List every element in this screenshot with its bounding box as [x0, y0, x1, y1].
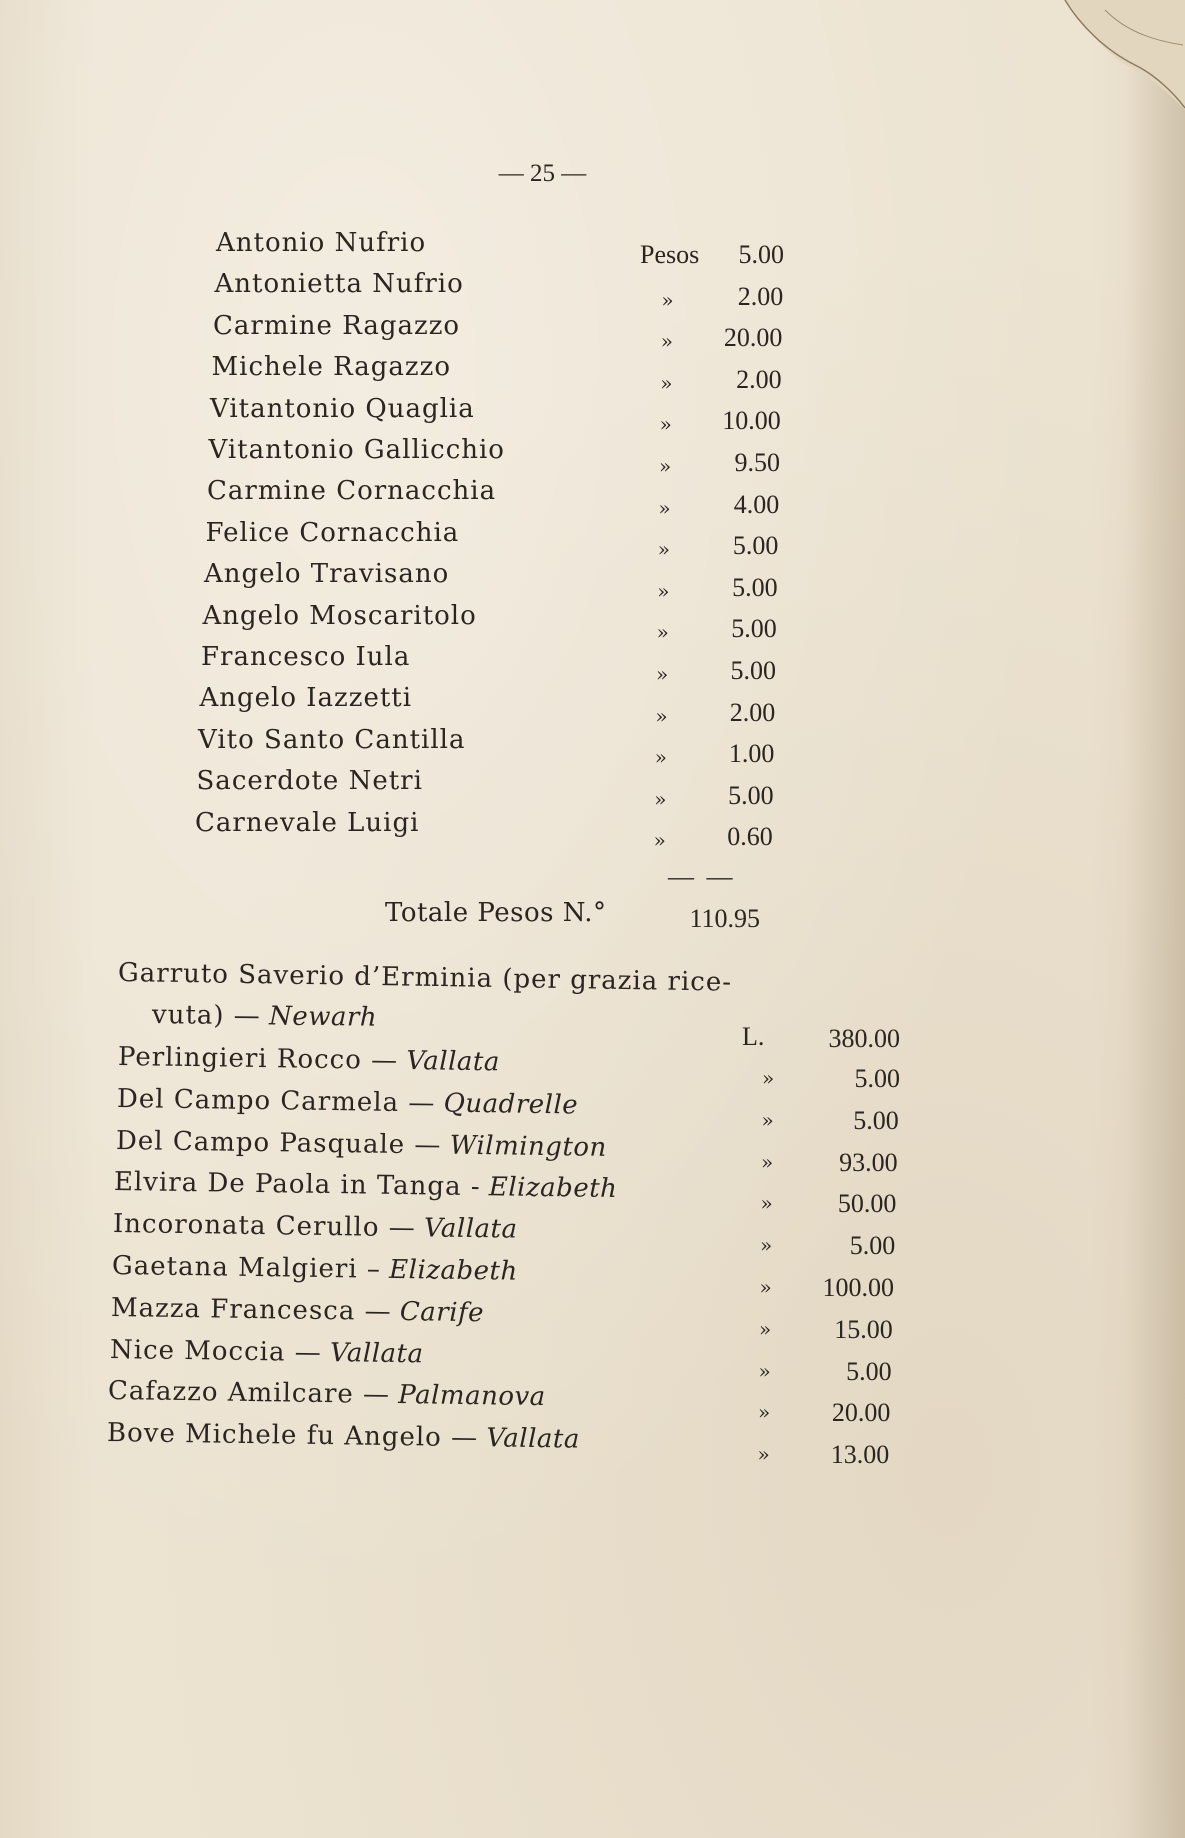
donor-name: Gaetana Malgieri –	[111, 1251, 382, 1285]
donor-name: Perlingieri Rocco —	[117, 1042, 399, 1076]
ditto-mark: »	[659, 412, 672, 437]
donation-amount: 5.00	[730, 656, 776, 685]
ditto-mark: »	[654, 786, 667, 811]
donor-entry	[117, 1084, 579, 1120]
donation-amount: 5.00	[854, 1064, 900, 1093]
donor-name: Carnevale Luigi	[195, 807, 420, 838]
ditto-mark: »	[760, 1233, 773, 1258]
page-number: — 25 —	[498, 160, 587, 187]
ditto-mark: »	[654, 745, 668, 770]
donor-entry	[115, 1126, 606, 1163]
ditto-mark: »	[658, 495, 671, 520]
donor-name: Angelo Iazzetti	[199, 683, 413, 714]
donation-amount: 2.00	[736, 364, 782, 394]
donation-amount: 5.00	[846, 1356, 892, 1386]
donor-name: Incoronata Cerullo —	[112, 1209, 417, 1244]
donor-entry	[111, 1293, 484, 1328]
donor-name: Del Campo Pasquale —	[115, 1125, 442, 1161]
donation-amount: 100.00	[822, 1273, 894, 1302]
donor-place: Vallata	[329, 1337, 424, 1369]
donation-amount: 20.00	[723, 323, 783, 353]
ditto-mark: »	[762, 1066, 775, 1090]
donation-amount: 15.00	[834, 1314, 893, 1344]
donor-entry	[107, 1418, 580, 1455]
donor-name: Angelo Moscaritolo	[202, 600, 477, 631]
ditto-mark: »	[759, 1275, 772, 1299]
ditto-mark: »	[761, 1149, 774, 1174]
ditto-mark: »	[760, 1191, 773, 1216]
donation-amount: 13.00	[830, 1440, 890, 1470]
ditto-mark: »	[656, 620, 669, 645]
donation-amount: 93.00	[839, 1147, 898, 1177]
donor-name: Vitantonio Gallicchio	[208, 435, 505, 465]
donation-amount: 10.00	[722, 406, 781, 436]
donor-name: Angelo Travisano	[204, 559, 450, 590]
donor-name: Del Campo Carmela —	[116, 1083, 436, 1119]
donation-amount: 5.00	[731, 614, 777, 644]
donation-amount: 380.00	[828, 1024, 900, 1053]
donor-place: Carife	[399, 1296, 485, 1329]
donor-place: Vallata	[486, 1423, 581, 1455]
ditto-mark: »	[761, 1107, 774, 1132]
donor-entry	[109, 1335, 423, 1369]
donation-amount: 50.00	[837, 1189, 897, 1219]
donor-name: Michele Ragazzo	[211, 352, 451, 383]
ditto-mark: »	[757, 1442, 770, 1467]
donor-name: Vitantonio Quaglia	[210, 393, 475, 424]
donation-amount: 2.00	[737, 281, 784, 311]
ditto-mark: »	[759, 1316, 772, 1341]
donation-amount: 5.00	[853, 1105, 899, 1135]
total-amount: 110.95	[689, 904, 760, 933]
ditto-mark: »	[656, 662, 669, 686]
donor-place: Elizabeth	[489, 1172, 619, 1205]
donor-name: Carmine Ragazzo	[213, 310, 461, 341]
donation-amount: 5.00	[732, 572, 778, 602]
total-label: Totale Pesos N.°	[385, 898, 607, 928]
donor-name: Antonio Nufrio	[216, 228, 427, 258]
donation-amount: 0.60	[727, 822, 773, 852]
ditto-mark: »	[660, 370, 673, 395]
donor-name-continuation	[152, 1000, 377, 1033]
donor-name: Cafazzo Amilcare —	[108, 1376, 391, 1411]
donor-name: Carmine Cornacchia	[207, 476, 497, 507]
donor-name: Vito Santo Cantilla	[198, 724, 466, 755]
donor-entry	[113, 1209, 518, 1245]
donor-name: Nice Moccia —	[109, 1334, 322, 1368]
donor-name: Sacerdote Netri	[196, 766, 423, 797]
page-edge-shadow	[1125, 0, 1185, 1838]
donor-name: Garruto Saverio d’Erminia (per grazia rice-	[117, 958, 733, 998]
ditto-mark: »	[657, 578, 670, 603]
donor-entry	[114, 1167, 618, 1204]
ditto-mark: »	[653, 828, 666, 853]
ditto-mark: »	[659, 454, 672, 478]
currency-lire-label: L.	[742, 1022, 765, 1051]
donor-place: Vallata	[423, 1213, 518, 1245]
ditto-mark: »	[660, 329, 674, 354]
donor-name: Mazza Francesca —	[110, 1292, 392, 1327]
donor-name: Francesco Iula	[201, 642, 411, 672]
donation-amount: 5.00	[738, 240, 784, 269]
ditto-mark: »	[758, 1358, 771, 1383]
donor-name: Felice Cornacchia	[205, 517, 460, 548]
ditto-mark: »	[657, 537, 671, 562]
donor-place: Palmanova	[398, 1380, 547, 1413]
donation-amount: 20.00	[831, 1398, 891, 1428]
donation-amount: 4.00	[733, 489, 780, 519]
ditto-mark: »	[758, 1400, 771, 1425]
donor-place: Wilmington	[449, 1130, 607, 1163]
donor-name: Bove Michele fu Angelo —	[106, 1418, 479, 1454]
donor-entry	[108, 1376, 546, 1412]
donation-amount: 5.00	[728, 780, 774, 810]
donor-name: Antonietta Nufrio	[214, 269, 464, 300]
donor-entry	[112, 1251, 518, 1287]
donor-place: Newarh	[268, 1001, 378, 1033]
donor-name: Elvira De Paola in Tanga -	[114, 1167, 482, 1203]
donor-place: Quadrelle	[443, 1088, 579, 1121]
donor-name-continuation-text: vuta) —	[151, 1000, 261, 1032]
donor-place: Vallata	[406, 1046, 501, 1078]
donation-amount: 5.00	[849, 1231, 896, 1261]
total-rule: — —	[668, 862, 736, 891]
donor-entry	[118, 1042, 500, 1077]
donation-amount: 5.00	[732, 531, 779, 561]
donation-amount: 1.00	[728, 739, 775, 769]
donation-amount: 9.50	[734, 448, 780, 477]
ditto-mark: »	[661, 287, 674, 312]
donor-place: Elizabeth	[388, 1254, 518, 1287]
currency-pesos-label: Pesos	[640, 240, 700, 269]
torn-corner-graphic	[985, 0, 1185, 120]
donation-amount: 2.00	[729, 697, 776, 727]
ditto-mark: »	[655, 703, 668, 728]
